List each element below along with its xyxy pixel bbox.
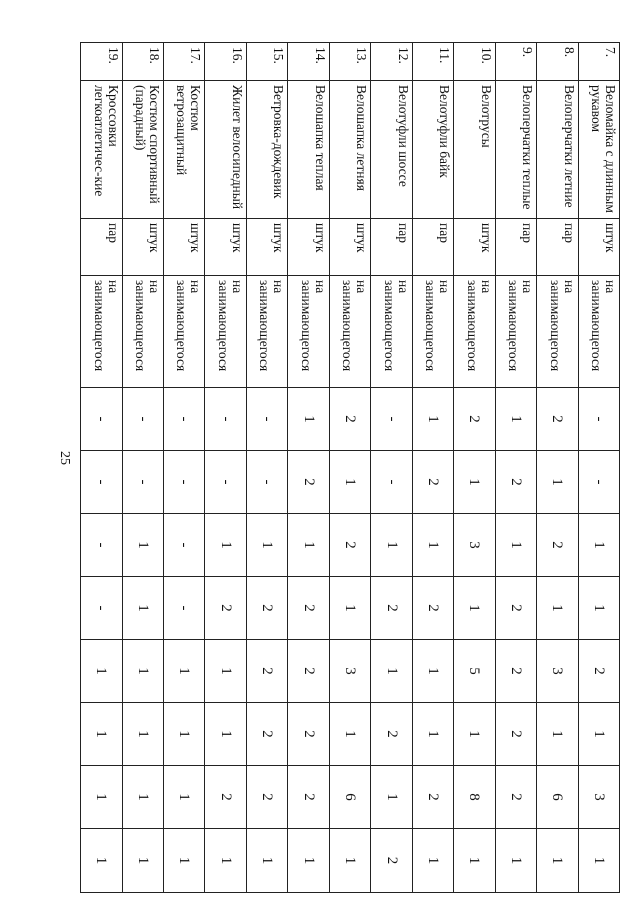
qty-col-7: 1 xyxy=(371,766,412,829)
qty-col-8: 1 xyxy=(246,829,287,893)
table-row xyxy=(205,43,246,893)
unit: штук xyxy=(246,219,287,276)
qty-col-7: 1 xyxy=(122,766,163,829)
qty-col-4: 1 xyxy=(454,577,495,640)
qty-col-8: 1 xyxy=(122,829,163,893)
unit: пар xyxy=(495,219,536,276)
qty-col-5: 2 xyxy=(495,640,536,703)
qty-col-5: 5 xyxy=(454,640,495,703)
table-body xyxy=(81,43,620,893)
row-number: 7. xyxy=(578,43,619,81)
row-number: 19. xyxy=(81,43,123,81)
qty-col-2: 1 xyxy=(329,451,370,514)
qty-col-1: - xyxy=(205,388,246,451)
unit: пар xyxy=(537,219,578,276)
qty-col-1: 1 xyxy=(288,388,329,451)
qty-col-8: 2 xyxy=(371,829,412,893)
norm-basis: на занимающегося xyxy=(454,276,495,388)
item-name: Жилет велосипедный xyxy=(205,81,246,219)
qty-col-3: 1 xyxy=(122,514,163,577)
row-number: 8. xyxy=(537,43,578,81)
qty-col-5: 2 xyxy=(246,640,287,703)
qty-col-4: - xyxy=(81,577,123,640)
qty-col-7: 1 xyxy=(81,766,123,829)
qty-col-8: 1 xyxy=(288,829,329,893)
item-name: Велотрусы xyxy=(454,81,495,219)
qty-col-4: 2 xyxy=(412,577,453,640)
norm-basis: на занимающегося xyxy=(371,276,412,388)
qty-col-4: 2 xyxy=(246,577,287,640)
row-number: 14. xyxy=(288,43,329,81)
equipment-table xyxy=(80,42,620,893)
item-name: Велоперчатки теплые xyxy=(495,81,536,219)
qty-col-1: 1 xyxy=(495,388,536,451)
qty-col-2: 2 xyxy=(288,451,329,514)
row-number: 11. xyxy=(412,43,453,81)
row-number: 16. xyxy=(205,43,246,81)
qty-col-6: 1 xyxy=(578,703,619,766)
qty-col-1: 2 xyxy=(454,388,495,451)
norm-basis: на занимающегося xyxy=(81,276,123,388)
qty-col-5: 3 xyxy=(329,640,370,703)
qty-col-4: 1 xyxy=(578,577,619,640)
qty-col-6: 1 xyxy=(329,703,370,766)
qty-col-7: 3 xyxy=(578,766,619,829)
qty-col-8: 1 xyxy=(454,829,495,893)
norm-basis: на занимающегося xyxy=(495,276,536,388)
qty-col-2: - xyxy=(81,451,123,514)
norm-basis: на занимающегося xyxy=(412,276,453,388)
qty-col-3: 1 xyxy=(495,514,536,577)
qty-col-1: 1 xyxy=(412,388,453,451)
rotated-page xyxy=(80,42,620,892)
qty-col-6: 2 xyxy=(371,703,412,766)
row-number: 17. xyxy=(164,43,205,81)
norm-basis: на занимающегося xyxy=(329,276,370,388)
norm-basis: на занимающегося xyxy=(122,276,163,388)
item-name: Велотуфли байк xyxy=(412,81,453,219)
row-number: 9. xyxy=(495,43,536,81)
qty-col-4: 2 xyxy=(371,577,412,640)
item-name: Костюм спортивный (парадный) xyxy=(122,81,163,219)
qty-col-8: 1 xyxy=(81,829,123,893)
norm-basis: на занимающегося xyxy=(537,276,578,388)
qty-col-2: 1 xyxy=(454,451,495,514)
qty-col-1: 2 xyxy=(537,388,578,451)
norm-basis: на занимающегося xyxy=(205,276,246,388)
qty-col-3: - xyxy=(164,514,205,577)
item-name: Велошапка летняя xyxy=(329,81,370,219)
qty-col-6: 2 xyxy=(495,703,536,766)
table-row xyxy=(578,43,619,893)
row-number: 15. xyxy=(246,43,287,81)
norm-basis: на занимающегося xyxy=(246,276,287,388)
unit: штук xyxy=(288,219,329,276)
qty-col-6: 2 xyxy=(246,703,287,766)
qty-col-5: 2 xyxy=(578,640,619,703)
item-name: Велотуфли шоссе xyxy=(371,81,412,219)
qty-col-5: 1 xyxy=(205,640,246,703)
table-row xyxy=(246,43,287,893)
qty-col-8: 1 xyxy=(495,829,536,893)
qty-col-8: 1 xyxy=(537,829,578,893)
qty-col-2: - xyxy=(164,451,205,514)
qty-col-4: 2 xyxy=(288,577,329,640)
qty-col-8: 1 xyxy=(164,829,205,893)
qty-col-6: 1 xyxy=(537,703,578,766)
qty-col-7: 2 xyxy=(495,766,536,829)
qty-col-8: 1 xyxy=(412,829,453,893)
qty-col-6: 1 xyxy=(454,703,495,766)
table-row xyxy=(164,43,205,893)
unit: штук xyxy=(329,219,370,276)
qty-col-2: 2 xyxy=(412,451,453,514)
qty-col-8: 1 xyxy=(329,829,370,893)
unit: штук xyxy=(164,219,205,276)
item-name: Кроссовки легкоатлетичес-кие xyxy=(81,81,123,219)
qty-col-3: 1 xyxy=(205,514,246,577)
qty-col-1: - xyxy=(122,388,163,451)
qty-col-3: 1 xyxy=(288,514,329,577)
table-row xyxy=(288,43,329,893)
qty-col-2: 1 xyxy=(537,451,578,514)
qty-col-4: 2 xyxy=(495,577,536,640)
qty-col-3: 2 xyxy=(537,514,578,577)
rotated-content xyxy=(80,42,620,892)
norm-basis: на занимающегося xyxy=(164,276,205,388)
table-row xyxy=(329,43,370,893)
qty-col-6: 1 xyxy=(164,703,205,766)
qty-col-2: - xyxy=(205,451,246,514)
qty-col-4: 1 xyxy=(329,577,370,640)
qty-col-1: - xyxy=(246,388,287,451)
qty-col-7: 8 xyxy=(454,766,495,829)
table-row xyxy=(81,43,123,893)
qty-col-6: 1 xyxy=(412,703,453,766)
unit: пар xyxy=(371,219,412,276)
unit: пар xyxy=(412,219,453,276)
qty-col-5: 1 xyxy=(412,640,453,703)
qty-col-1: - xyxy=(578,388,619,451)
row-number: 10. xyxy=(454,43,495,81)
table-row xyxy=(537,43,578,893)
qty-col-7: 6 xyxy=(537,766,578,829)
table-row xyxy=(412,43,453,893)
qty-col-3: 2 xyxy=(329,514,370,577)
qty-col-2: - xyxy=(246,451,287,514)
unit: штук xyxy=(454,219,495,276)
qty-col-5: 2 xyxy=(288,640,329,703)
qty-col-1: 2 xyxy=(329,388,370,451)
qty-col-7: 2 xyxy=(288,766,329,829)
unit: штук xyxy=(122,219,163,276)
qty-col-1: - xyxy=(81,388,123,451)
table-row xyxy=(495,43,536,893)
qty-col-6: 1 xyxy=(81,703,123,766)
norm-basis: на занимающегося xyxy=(578,276,619,388)
qty-col-4: 1 xyxy=(537,577,578,640)
qty-col-6: 1 xyxy=(122,703,163,766)
qty-col-3: 1 xyxy=(412,514,453,577)
qty-col-7: 2 xyxy=(412,766,453,829)
page-number: 25 xyxy=(57,451,72,465)
unit: пар xyxy=(81,219,123,276)
unit: штук xyxy=(205,219,246,276)
row-number: 12. xyxy=(371,43,412,81)
qty-col-4: 1 xyxy=(122,577,163,640)
qty-col-3: 1 xyxy=(246,514,287,577)
item-name: Костюм ветрозащитный xyxy=(164,81,205,219)
table-row xyxy=(454,43,495,893)
qty-col-5: 1 xyxy=(81,640,123,703)
qty-col-4: 2 xyxy=(205,577,246,640)
qty-col-7: 1 xyxy=(164,766,205,829)
qty-col-3: 1 xyxy=(578,514,619,577)
qty-col-1: - xyxy=(164,388,205,451)
qty-col-8: 1 xyxy=(205,829,246,893)
qty-col-3: - xyxy=(81,514,123,577)
qty-col-2: - xyxy=(371,451,412,514)
table-row xyxy=(122,43,163,893)
item-name: Ветровка-дождевик xyxy=(246,81,287,219)
qty-col-6: 1 xyxy=(205,703,246,766)
qty-col-5: 3 xyxy=(537,640,578,703)
qty-col-5: 1 xyxy=(164,640,205,703)
qty-col-5: 1 xyxy=(122,640,163,703)
qty-col-1: - xyxy=(371,388,412,451)
qty-col-7: 2 xyxy=(205,766,246,829)
unit: штук xyxy=(578,219,619,276)
norm-basis: на занимающегося xyxy=(288,276,329,388)
row-number: 18. xyxy=(122,43,163,81)
item-name: Велоперчатки летние xyxy=(537,81,578,219)
qty-col-8: 1 xyxy=(578,829,619,893)
item-name: Велошапка теплая xyxy=(288,81,329,219)
qty-col-3: 3 xyxy=(454,514,495,577)
qty-col-2: 2 xyxy=(495,451,536,514)
qty-col-2: - xyxy=(578,451,619,514)
row-number: 13. xyxy=(329,43,370,81)
qty-col-4: - xyxy=(164,577,205,640)
item-name: Веломайка с длинным рукавом xyxy=(578,81,619,219)
qty-col-3: 1 xyxy=(371,514,412,577)
qty-col-7: 6 xyxy=(329,766,370,829)
qty-col-2: - xyxy=(122,451,163,514)
table-row xyxy=(371,43,412,893)
qty-col-5: 1 xyxy=(371,640,412,703)
qty-col-6: 2 xyxy=(288,703,329,766)
qty-col-7: 2 xyxy=(246,766,287,829)
